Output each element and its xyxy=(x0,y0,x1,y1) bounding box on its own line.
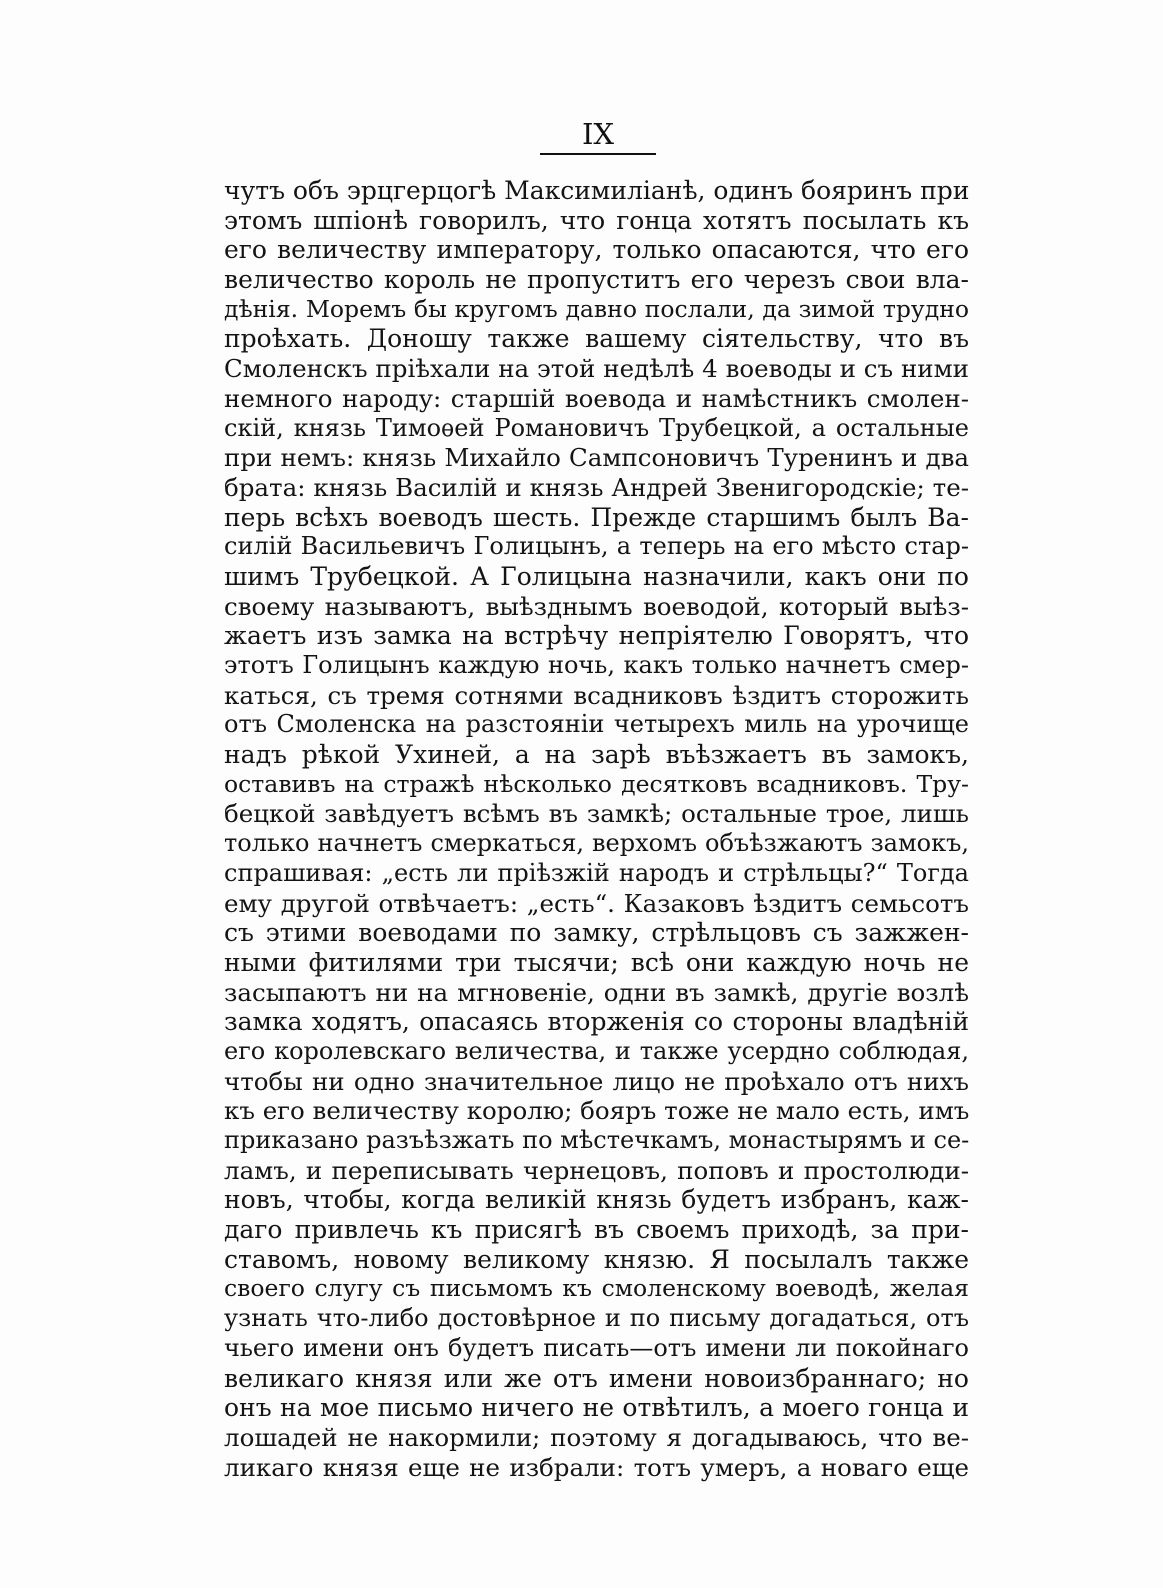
text-line: надъ рѣкой Ухиней, а на зарѣ въѣзжаетъ въ замокъ, xyxy=(224,740,969,770)
text-line: ему другой отвѣчаетъ: „есть“. Казаковъ ѣздитъ семьсотъ xyxy=(224,888,969,918)
text-line: его королевскаго величества, и также усердно соблюдая, xyxy=(224,1036,969,1065)
text-line: брата: князь Василій и князь Андрей Звенигородскіе; те- xyxy=(224,472,969,502)
text-line: лошадей не накормили; поэтому я догадываюсь, что ве- xyxy=(224,1422,969,1452)
header-rule xyxy=(540,153,656,155)
text-line: скій, князь Тимоѳей Романовичъ Трубецкой, а остальные xyxy=(224,413,969,442)
text-line: съ этими воеводами по замку, стрѣльцовъ съ зажжен- xyxy=(224,918,969,948)
text-line: узнать что-либо достовѣрное и по письму догадаться, отъ xyxy=(224,1304,969,1333)
text-line: засыпаютъ ни на мгновеніе, одни въ замкѣ, другіе возлѣ xyxy=(224,977,969,1007)
text-line: бецкой завѣдуетъ всѣмъ въ замкѣ; остальные трое, лишь xyxy=(224,799,969,829)
text-line: ными фитилями три тысячи; всѣ они каждую ночь не xyxy=(224,947,969,977)
text-line: онъ на мое письмо ничего не отвѣтилъ, а моего гонца и xyxy=(224,1393,969,1423)
text-line: немного народу: старшій воевода и намѣстникъ смолен- xyxy=(224,383,969,413)
text-line: проѣхать. Доношу также вашему сіятельству, что въ xyxy=(224,324,969,354)
text-line: чтобы ни одно значительное лицо не проѣхало отъ нихъ xyxy=(224,1066,969,1096)
text-line: дѣнія. Моремъ бы кругомъ давно послали, да зимой трудно xyxy=(224,294,969,323)
text-line: величество король не пропуститъ его черезъ свои вла- xyxy=(224,265,969,295)
text-line: замка ходятъ, опасаясь вторженія со стороны владѣній xyxy=(224,1007,969,1037)
text-line: оставивъ на стражѣ нѣсколько десятковъ всадниковъ. Тру- xyxy=(224,769,969,798)
text-line: ликаго князя еще не избрали: тотъ умеръ, а новаго еще xyxy=(224,1452,969,1482)
text-line: Смоленскъ пріѣхали на этой недѣлѣ 4 воеводы и съ ними xyxy=(224,354,969,384)
text-line: новъ, чтобы, когда великій князь будетъ избранъ, каж- xyxy=(224,1185,969,1215)
text-line: ставомъ, новому великому князю. Я посылалъ также xyxy=(224,1244,969,1274)
text-line: чутъ объ эрцгерцогѣ Максимиліанѣ, одинъ бояринъ при xyxy=(224,176,970,205)
text-line: приказано разъѣзжать по мѣстечкамъ, монастырямъ и се- xyxy=(224,1126,970,1154)
text-line: каться, съ тремя сотнями всадниковъ ѣздитъ сторожить xyxy=(224,680,969,710)
text-line: своего слугу съ письмомъ къ смоленскому воеводѣ, желая xyxy=(224,1274,969,1303)
text-line: только начнетъ смеркаться, верхомъ объѣзжаютъ замокъ, xyxy=(224,829,969,858)
page-number: IX xyxy=(581,117,615,151)
body-text xyxy=(224,176,970,1482)
text-line: ламъ, и переписывать чернецовъ, поповъ и простолюди- xyxy=(224,1155,969,1185)
text-line: этотъ Голицынъ каждую ночь, какъ только начнетъ смер- xyxy=(224,651,969,679)
text-line: къ его величеству королю; бояръ тоже не мало есть, имъ xyxy=(224,1096,970,1126)
text-line: жаетъ изъ замка на встрѣчу непріятелю Говорятъ, что xyxy=(224,621,969,651)
text-line: чьего имени онъ будетъ писать—отъ имени ли покойнаго xyxy=(224,1333,969,1362)
text-line: при немъ: князь Михайло Сампсоновичъ Туренинъ и два xyxy=(224,443,969,473)
text-line: перь всѣхъ воеводъ шесть. Прежде старшимъ былъ Ва- xyxy=(224,502,969,532)
text-line: этомъ шпіонѣ говорилъ, что гонца хотятъ посылать къ xyxy=(224,205,969,235)
text-line: даго привлечь къ присягѣ въ своемъ приходѣ, за при- xyxy=(224,1215,969,1245)
text-line: шимъ Трубецкой. А Голицына назначили, какъ они по xyxy=(224,561,969,591)
text-line: великаго князя или же отъ имени новоизбраннаго; но xyxy=(224,1363,969,1393)
text-line: его величеству императору, только опасаются, что его xyxy=(224,235,969,265)
text-line: спрашивая: „есть ли пріѣзжій народъ и стрѣльцы?“ Тогда xyxy=(224,858,969,887)
text-line: силій Васильевичъ Голицынъ, а теперь на его мѣсто стар- xyxy=(224,532,969,561)
text-line: отъ Смоленска на разстояніи четырехъ миль на урочище xyxy=(224,710,969,739)
text-line: своему называютъ, выѣзднымъ воеводой, который выѣз- xyxy=(224,591,969,621)
